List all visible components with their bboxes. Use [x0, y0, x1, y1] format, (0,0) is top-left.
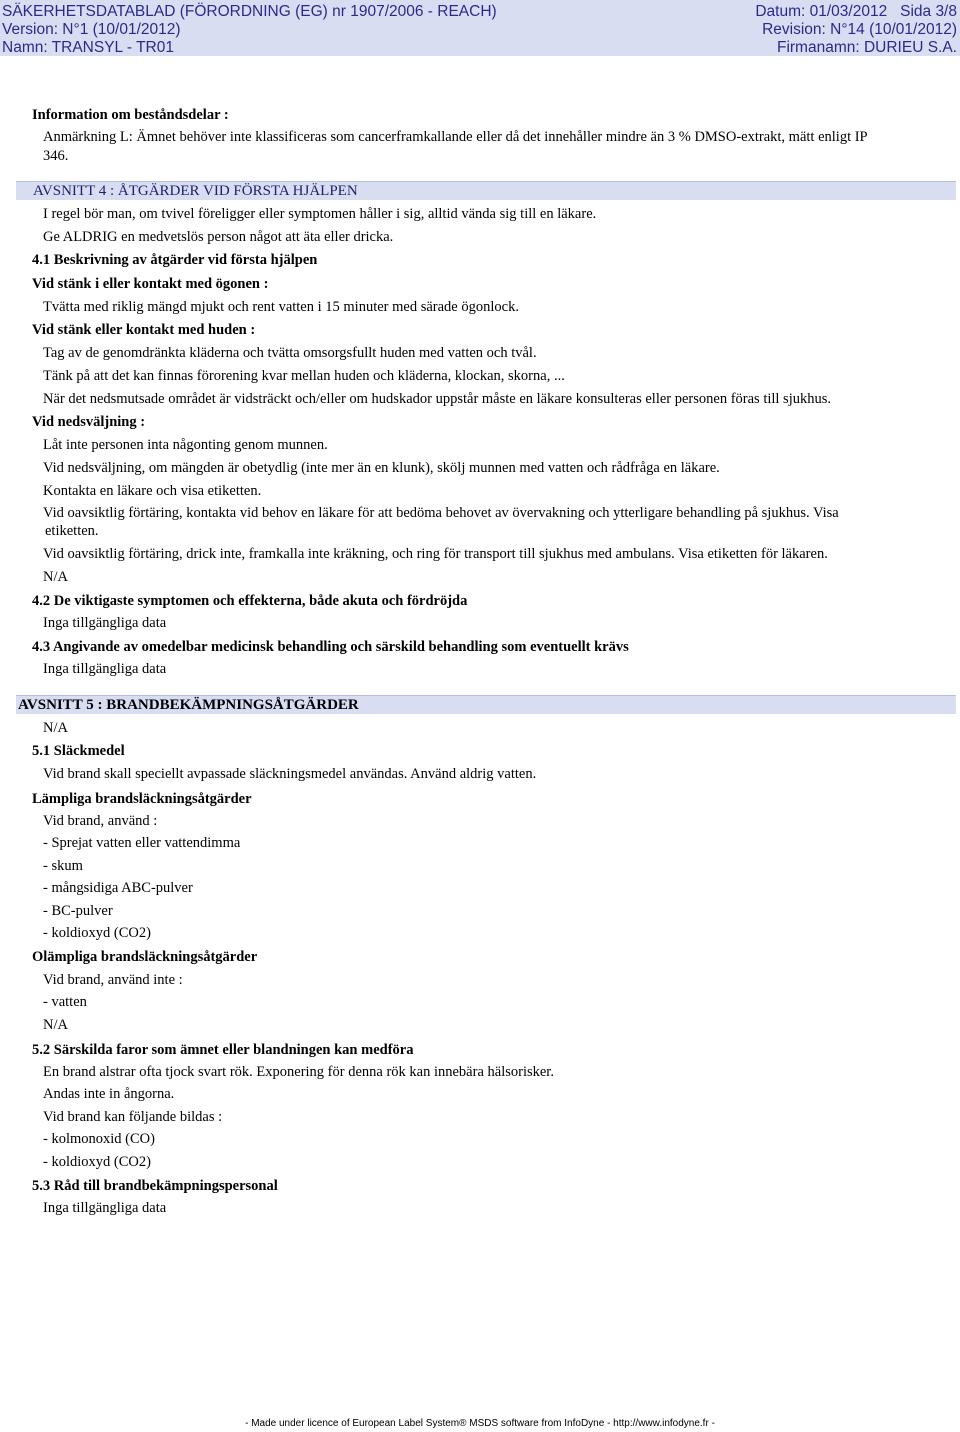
- ingestion-heading: Vid nedsväljning :: [32, 414, 146, 430]
- s52-text-3: Vid brand kan följande bildas :: [43, 1109, 223, 1125]
- s53-heading: 5.3 Råd till brandbekämpningspersonal: [32, 1178, 278, 1194]
- skin-text-1: Tag av de genomdränkta kläderna och tvätta omsorgsfullt huden med vatten och tvål.: [43, 345, 537, 361]
- unsuitable-heading: Olämpliga brandsläckningsåtgärder: [32, 949, 258, 965]
- s52-text-1: En brand alstrar ofta tjock svart rök. Exponering för denna rök kan innebära hälsorisker.: [43, 1064, 554, 1080]
- s42-text: Inga tillgängliga data: [43, 615, 167, 631]
- page-number: Sida 3/8: [900, 3, 957, 20]
- s5-na-1: N/A: [43, 720, 68, 736]
- ingestion-text-1: Låt inte personen inta någonting genom munnen.: [43, 437, 328, 453]
- s52-text-2: Andas inte in ångorna.: [43, 1086, 175, 1102]
- s53-text: Inga tillgängliga data: [43, 1200, 167, 1216]
- info-note: Anmärkning L: Ämnet behöver inte klassificeras som cancerframkallande eller då det innehåller mindre än 3 % DMSO-extrakt, mätt enligt IP: [43, 129, 868, 145]
- footer-credit: - Made under licence of European Label System® MSDS software from InfoDyne - http://www.infodyne.fr -: [245, 1418, 715, 1429]
- list-item: - kolmonoxid (CO): [43, 1131, 155, 1147]
- company-name: Firmanamn: DURIEU S.A.: [776, 39, 957, 56]
- skin-text-3: När det nedsmutsade området är vidsträckt och/eller om hudskador uppstår måste en läkare konsulteras eller personen föras till sjukhus.: [43, 391, 831, 407]
- list-item: - koldioxyd (CO2): [43, 925, 151, 941]
- skin-heading: Vid stänk eller kontakt med huden :: [32, 322, 256, 338]
- document-title: SÄKERHETSDATABLAD (FÖRORDNING (EG) nr 1907/2006 - REACH): [2, 3, 497, 20]
- section-4-header: [16, 181, 956, 200]
- list-item: - BC-pulver: [43, 903, 113, 919]
- list-item: - Sprejat vatten eller vattendimma: [43, 835, 241, 851]
- eyes-heading: Vid stänk i eller kontakt med ögonen :: [32, 276, 269, 292]
- document-version: Version: N°1 (10/01/2012): [2, 21, 181, 38]
- suitable-heading: Lämpliga brandsläckningsåtgärder: [32, 791, 252, 807]
- s4-intro-1: I regel bör man, om tvivel föreligger eller symptomen håller i sig, alltid vända sig till en läkare.: [43, 206, 597, 222]
- s4-na: N/A: [43, 569, 68, 585]
- s42-heading: 4.2 De viktigaste symptomen och effekterna, både akuta och fördröjda: [32, 593, 468, 609]
- section-5-header: [16, 695, 956, 714]
- list-item: - mångsidiga ABC-pulver: [43, 880, 193, 896]
- s43-heading: 4.3 Angivande av omedelbar medicinsk behandling och särskild behandling som eventuellt krävs: [32, 639, 629, 655]
- product-name: Namn: TRANSYL - TR01: [2, 39, 174, 56]
- s43-text: Inga tillgängliga data: [43, 661, 167, 677]
- ingestion-text-4: Vid oavsiktlig förtäring, kontakta vid behov en läkare för att bedöma behovet av övervakning och ytterligare behandling på sjukhus. Visa: [43, 505, 839, 521]
- ingestion-text-3: Kontakta en läkare och visa etiketten.: [43, 483, 262, 499]
- s52-heading: 5.2 Särskilda faror som ämnet eller blandningen kan medföra: [32, 1042, 414, 1058]
- eyes-text: Tvätta med riklig mängd mjukt och rent vatten i 15 minuter med särade ögonlock.: [43, 299, 519, 315]
- document-date: Datum: 01/03/2012: [755, 3, 888, 20]
- ingestion-text-2: Vid nedsväljning, om mängden är obetydlig (inte mer än en klunk), skölj munnen med vatten och rådfråga en läkare.: [43, 460, 720, 476]
- ingestion-text-5: Vid oavsiktlig förtäring, drick inte, framkalla inte kräkning, och ring för transport till sjukhus med ambulans. Visa etiketten för läkaren.: [43, 546, 828, 562]
- suitable-intro: Vid brand, använd :: [43, 813, 158, 829]
- s51-text: Vid brand skall speciellt avpassade släckningsmedel användas. Använd aldrig vatten.: [43, 766, 537, 782]
- document-revision: Revision: N°14 (10/01/2012): [762, 21, 957, 38]
- skin-text-2: Tänk på att det kan finnas förorening kvar mellan huden och kläderna, klockan, skorna, ...: [43, 368, 565, 384]
- info-heading: Information om beståndsdelar :: [32, 107, 229, 123]
- list-item: - koldioxyd (CO2): [43, 1154, 151, 1170]
- section-5-title: AVSNITT 5 : BRANDBEKÄMPNINGSÅTGÄRDER: [18, 697, 359, 713]
- s51-heading: 5.1 Släckmedel: [32, 743, 125, 759]
- unsuitable-intro: Vid brand, använd inte :: [43, 972, 183, 988]
- list-item: - skum: [43, 858, 83, 874]
- s41-heading: 4.1 Beskrivning av åtgärder vid första hjälpen: [32, 252, 318, 268]
- info-note-cont: 346.: [43, 148, 69, 164]
- s5-na-2: N/A: [43, 1017, 68, 1033]
- list-item: - vatten: [43, 994, 87, 1010]
- s4-intro-2: Ge ALDRIG en medvetslös person något att äta eller dricka.: [43, 229, 394, 245]
- ingestion-text-4-cont: etiketten.: [45, 523, 99, 539]
- section-4-title: AVSNITT 4 : ÅTGÄRDER VID FÖRSTA HJÄLPEN: [33, 183, 358, 199]
